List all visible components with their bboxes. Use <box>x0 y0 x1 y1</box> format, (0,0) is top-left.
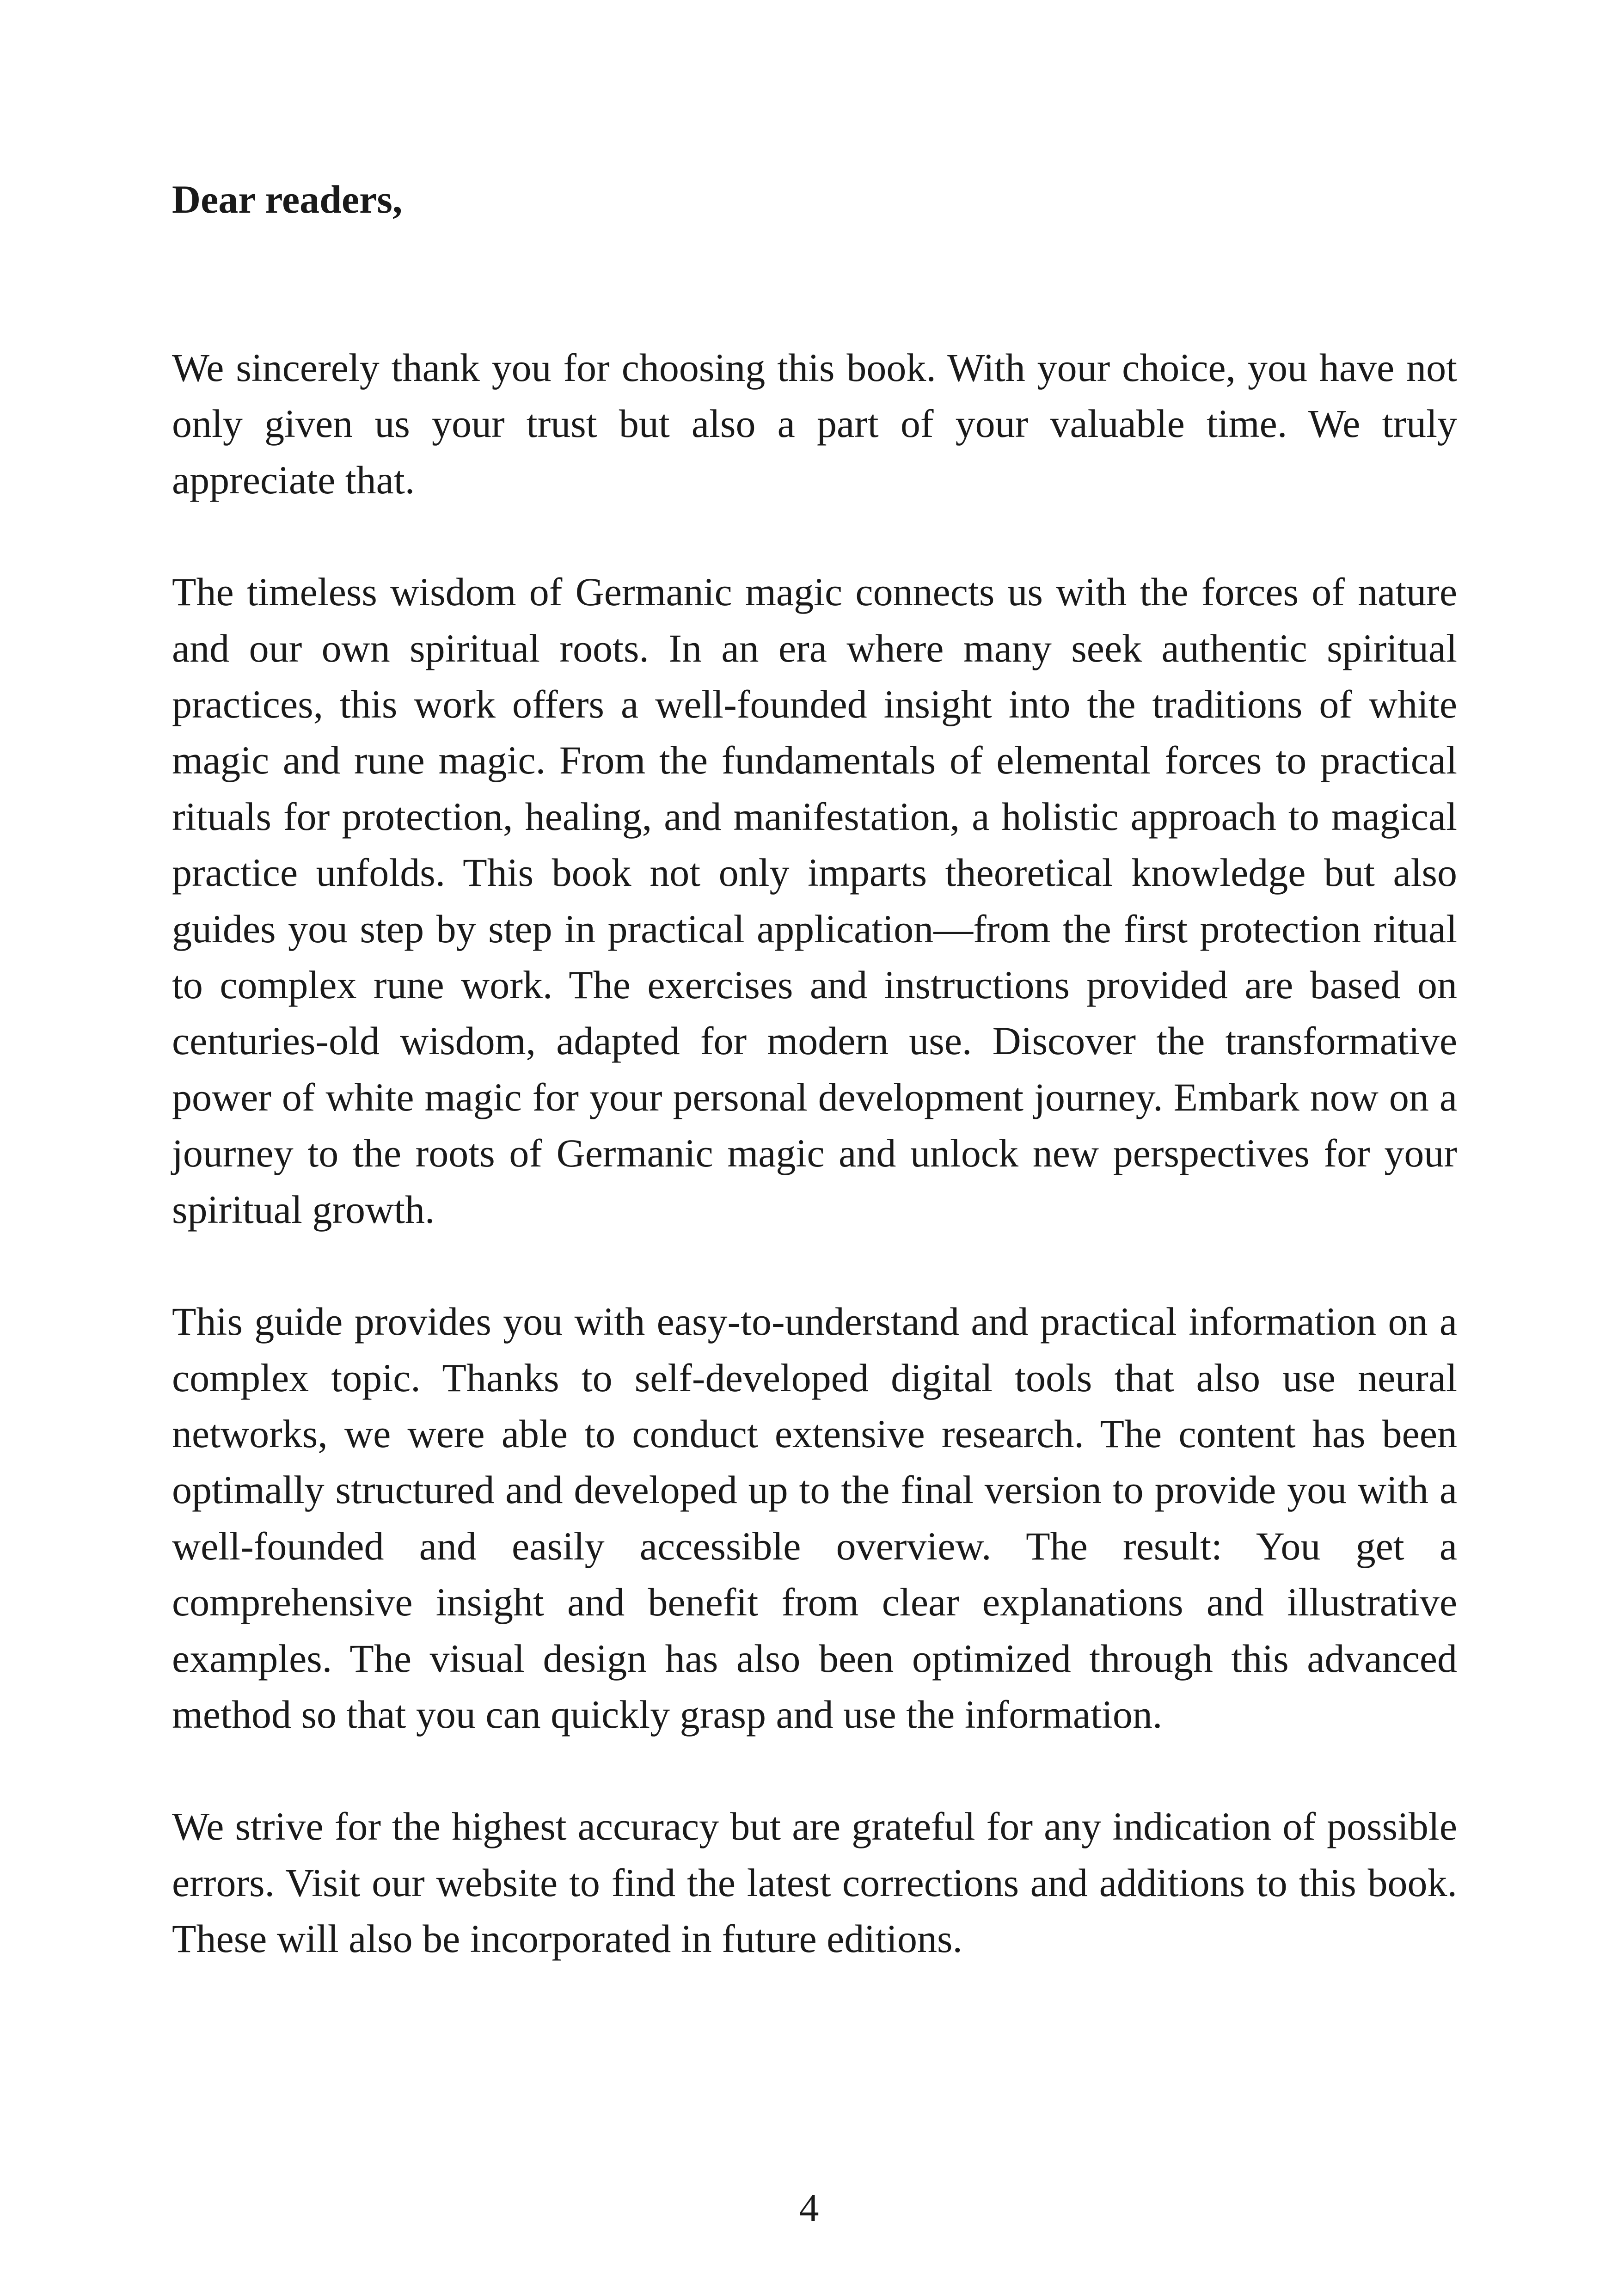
paragraph-thanks: We sincerely thank you for choosing this book. With your choice, you have not only given us your trust but also a part of your valuable time. We truly appreciate that. <box>172 345 1457 502</box>
letter-body <box>172 340 1457 2023</box>
page-number: 4 <box>799 2185 819 2230</box>
paragraph-germanic-magic: The timeless wisdom of Germanic magic connects us with the forces of nature and our own spiritual roots. In an era where many seek authentic spiritual practices, this work offers a well-founded insight into the traditions of white magic and rune magic. From the fundamentals of elemental forces to practical rituals for protection, healing, and manifestation, a holistic approach to magical practice unfolds. This book not only imparts theoretical knowledge but also guides you step by step in practical application—from the first protection ritual to complex rune work. The exercises and instructions provided are based on centuries-old wisdom, adapted for modern use. Discover the transformative power of white magic for your personal development journey. Embark now on a journey to the roots of Germanic magic and unlock new perspectives for your spiritual growth. <box>172 570 1457 1232</box>
paragraph-accuracy: We strive for the highest accuracy but are grateful for any indication of possible errors. Visit our website to find the latest corrections and additions to this book. These will also be incorporated in future editions. <box>172 1804 1457 1961</box>
paragraph-guide-research: This guide provides you with easy-to-understand and practical information on a complex topic. Thanks to self-developed digital tools that also use neural networks, we were able to conduct extensive research. The content has been optimally structured and developed up to the final version to provide you with a well-founded and easily accessible overview. The result: You get a comprehensive insight and benefit from clear explanations and illustrative examples. The visual design has also been optimized through this advanced method so that you can quickly grasp and use the information. <box>172 1299 1457 1737</box>
salutation-heading: Dear readers, <box>172 177 403 221</box>
